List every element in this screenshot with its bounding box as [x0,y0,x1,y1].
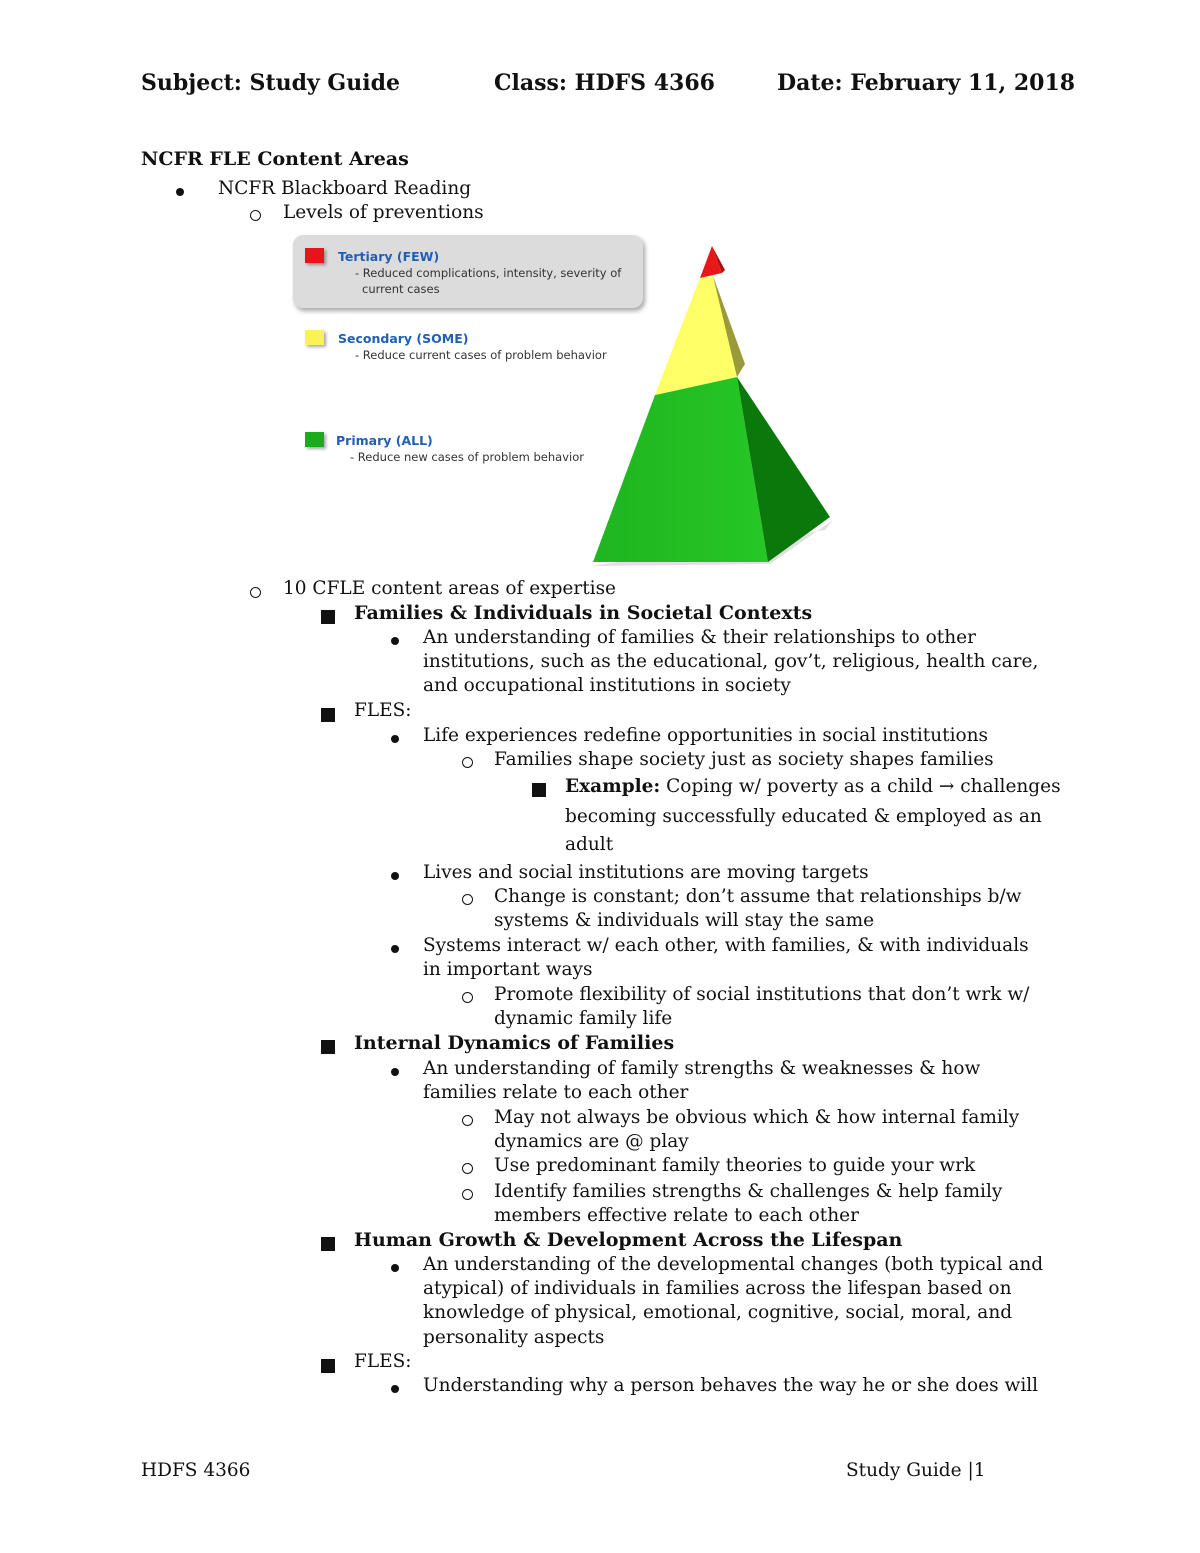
fles1-subitem-3a: Promote flexibility of social institutions that don’t wrk w/ [494,984,1030,1005]
secondary-title: Secondary (SOME) [338,331,469,346]
bullet-dot [391,872,399,880]
area2-subitem-3a: Identify families strengths & challenges & help family [494,1181,1003,1202]
area1-title: Families & Individuals in Societal Contexts [354,602,813,624]
bullet-circle [462,1115,473,1126]
bullet-dot [391,945,399,953]
bullet-square [532,783,546,797]
fles1-item-1: Life experiences redefine opportunities in social institutions [423,725,989,746]
bullet-dot [176,188,184,196]
bullet-circle [250,210,261,221]
footer-page: Study Guide |1 [846,1460,986,1481]
area2-desc-2: families relate to each other [423,1082,689,1103]
primary-desc: - Reduce new cases of problem behavior [350,450,584,464]
example-text: Coping w/ poverty as a child → challenges [660,776,1061,797]
area1-desc-2: institutions, such as the educational, gov’t, religious, health care, [423,651,1039,672]
area2-subitem-1a: May not always be obvious which & how internal family [494,1107,1020,1128]
pyramid-icon [585,240,835,568]
fles1-item-3b: in important ways [423,959,593,980]
example-label: Example: [565,776,661,797]
area3-desc-4: personality aspects [423,1327,605,1348]
area2-subitem-3b: members effective relate to each other [494,1205,859,1226]
fles1-item-3a: Systems interact w/ each other, with families, & with individuals [423,935,1029,956]
section-title: NCFR FLE Content Areas [141,148,409,170]
secondary-desc: - Reduce current cases of problem behavior [355,348,607,362]
bullet-dot [391,735,399,743]
tertiary-desc-2: current cases [362,282,440,296]
area2-title: Internal Dynamics of Families [354,1032,675,1054]
fles1-subitem-1: Families shape society just as society shapes families [494,749,994,770]
example-line-1 [565,776,1061,797]
fles1-subitem-2a: Change is constant; don’t assume that relationships b/w [494,886,1022,907]
area2-subitem-1b: dynamics are @ play [494,1131,689,1152]
bullet-circle [462,757,473,768]
fles2-item-1: Understanding why a person behaves the way he or she does will [423,1375,1039,1396]
levels-item: Levels of preventions [283,202,484,223]
bullet-square [321,708,335,722]
fles1-subitem-3b: dynamic family life [494,1008,673,1029]
area3-desc-1: An understanding of the developmental changes (both typical and [423,1254,1044,1275]
area3-title: Human Growth & Development Across the Lifespan [354,1229,903,1251]
area2-desc-1: An understanding of family strengths & weaknesses & how [423,1058,981,1079]
example-line-2: becoming successfully educated & employed as an [565,806,1042,827]
tertiary-title: Tertiary (FEW) [338,249,440,264]
areas-intro: 10 CFLE content areas of expertise [283,578,617,599]
tertiary-desc: - Reduced complications, intensity, severity of [355,266,622,280]
bullet-dot [391,637,399,645]
area3-desc-2: atypical) of individuals in families across the lifespan based on [423,1278,1012,1299]
header-class: Class: HDFS 4366 [494,70,715,96]
fles-label-2: FLES: [354,1351,412,1372]
secondary-swatch [305,330,324,345]
fles-label-1: FLES: [354,700,412,721]
bullet-dot [391,1264,399,1272]
header-date: Date: February 11, 2018 [777,70,1076,96]
area3-desc-3: knowledge of physical, emotional, cognitive, social, moral, and [423,1302,1013,1323]
bullet-dot [391,1385,399,1393]
area1-desc-3: and occupational institutions in society [423,675,791,696]
example-line-3: adult [565,834,614,855]
bullet-square [321,610,335,624]
bullet-square [321,1359,335,1373]
bullet-circle [462,894,473,905]
header-subject: Subject: Study Guide [141,70,400,96]
reading-item: NCFR Blackboard Reading [218,178,472,199]
fles1-item-2: Lives and social institutions are moving targets [423,862,869,883]
bullet-dot [391,1068,399,1076]
primary-swatch [305,432,324,447]
bullet-circle [462,992,473,1003]
area1-desc-1: An understanding of families & their relationships to other [423,627,976,648]
bullet-circle [462,1189,473,1200]
fles1-subitem-2b: systems & individuals will stay the same [494,910,875,931]
bullet-square [321,1040,335,1054]
bullet-circle [462,1163,473,1174]
footer-course: HDFS 4366 [141,1460,251,1481]
bullet-square [321,1237,335,1251]
bullet-circle [250,587,261,598]
area2-subitem-2: Use predominant family theories to guide your wrk [494,1155,976,1176]
primary-title: Primary (ALL) [336,433,433,448]
tertiary-swatch [305,248,324,263]
